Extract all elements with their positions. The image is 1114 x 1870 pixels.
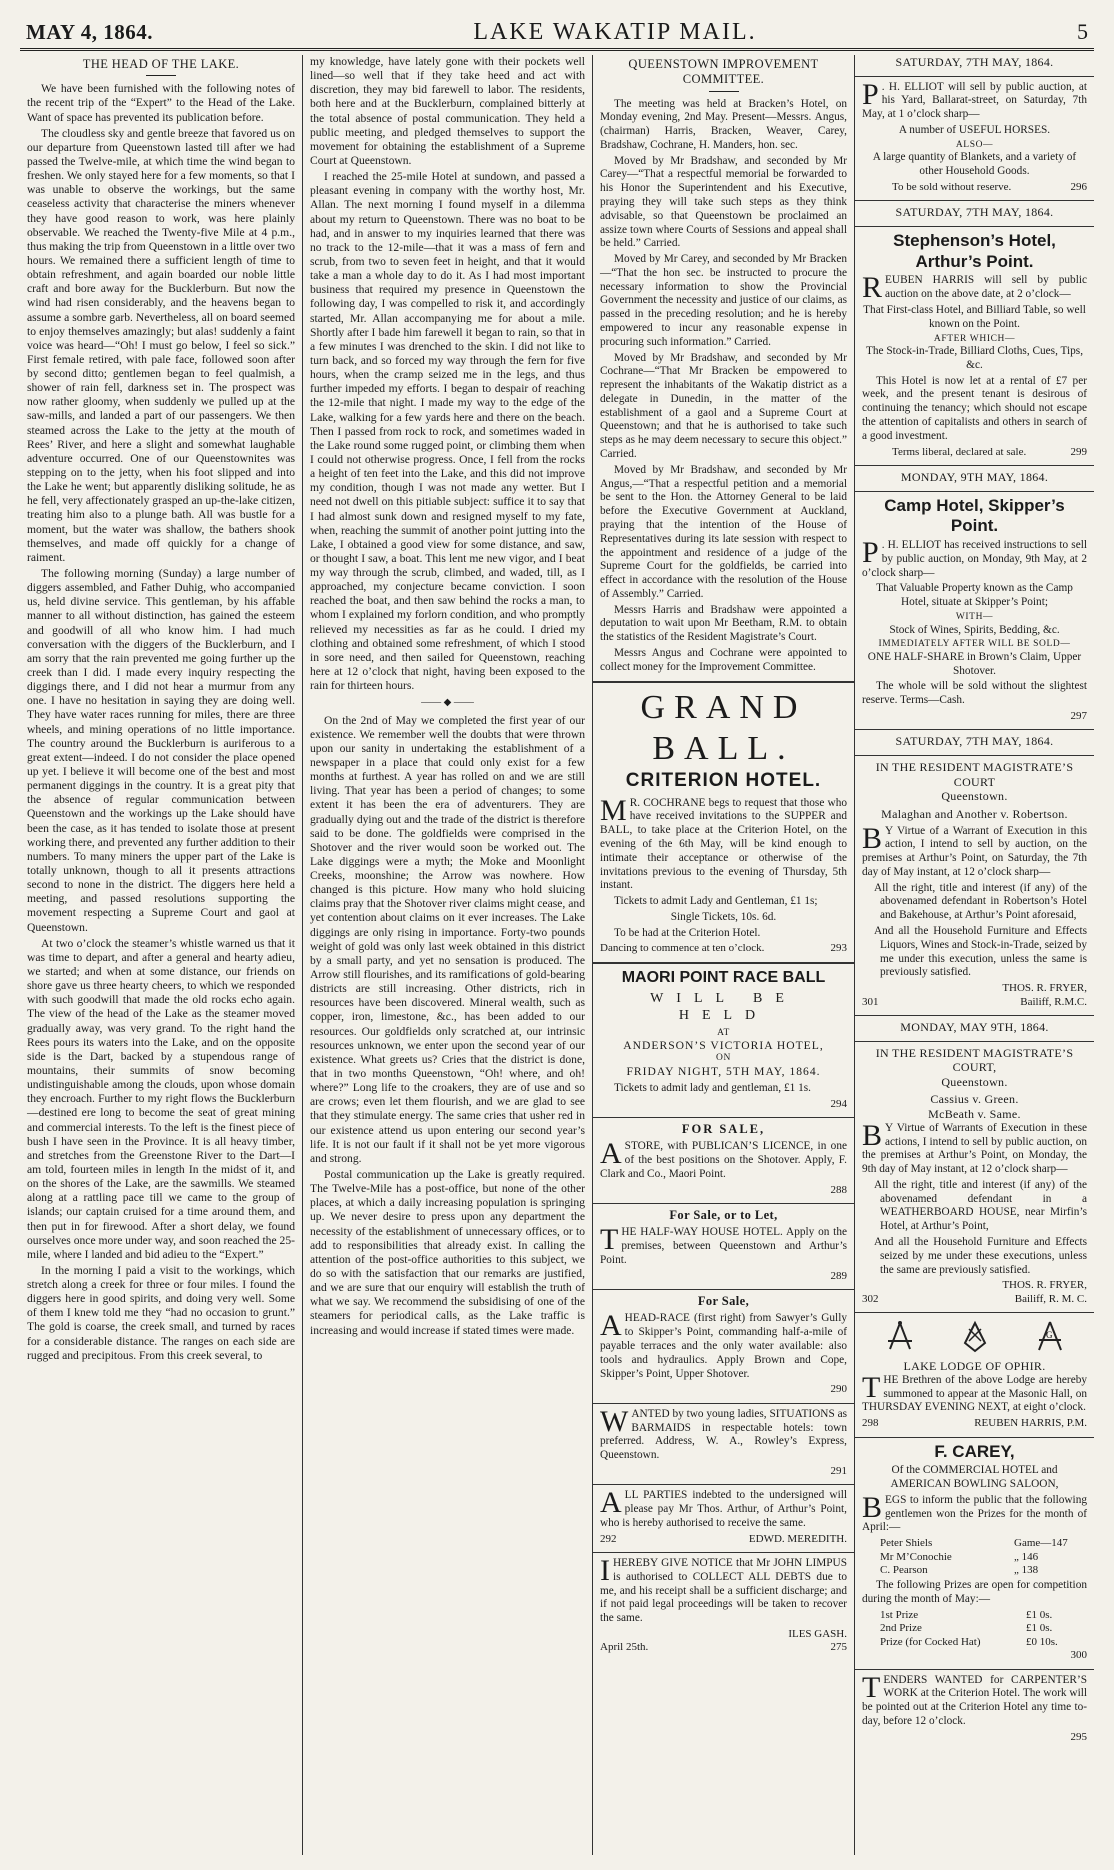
maori-point-ad	[600, 968, 847, 1111]
notice-ad	[600, 1554, 847, 1655]
winners-list	[862, 1537, 1087, 1577]
masonic-emblems	[862, 1319, 1087, 1355]
square-compass-icon	[882, 1319, 918, 1355]
dropcap: A	[600, 1486, 622, 1520]
maori-tickets: Tickets to admit lady and gentleman, £1 1s.	[614, 1081, 811, 1094]
committee-paragraph: Moved by Mr Carey, and seconded by Mr Bracken—“That the hon sec. be instructed to procure the necessary information to show the Provincial Government the necessity and justice of our claims, as passed in the preceding resolution; and he is hereby empowered to incur any reasonable expense in procuring such information.” Carried.	[600, 253, 847, 348]
maori-hotel: ANDERSON’S VICTORIA HOTEL,	[623, 1039, 824, 1053]
carey-bowling-ad	[862, 1442, 1087, 1663]
editorial-paragraph: On the 2nd of May we completed the first year of our existence. We remember well the doubts that were thrown upon our sanity in undertaking the establishment of a newspaper in a place that could only exist for a few months at furthest. A year has rolled on and we are still living. That year has been a period of changes; to some extent it has been the era of adventurers. They are gradually dying out and the trade of the district is therefore said to be done. The goldfields were comprised in the Shotover and the river would soon be worked out. The Lake diggings were a myth; the Moke and Moonlight Creeks, moonshine; the Arrow was nowhere. How changed is this picture. How many who hold sluicing claims pray that the Shotover river claims might cease, and yet contention about claims on it ever increases. The Lake diggings are only rising in importance. Forty-two pounds weight of gold was only last week obtained in this district by a small party, and yet no sensation is produced. The Arrow still flourishes, and its ramifications of gold-bearing districts are still increasing. Other districts, rich in resources have been discovered. Mineral wealth, such as copper, iron, limestone, &c., has been added to our resources. Our goldfields only scratched at, our intrinsic resources unknown, we enter upon the second year of our existence. What greets us? Cries that the district is done, that in two months Queenstown, “Oh! where, and oh! where?” Long life to the croakers, they are of use and so are crows; even let them flourish, and we are glad to see that they stimulate energy. The same cries that usher red in our existence attend us upon entering our second year’s life. It is not our fault if it shall not be yet more vigorous and strong.	[310, 713, 585, 1165]
ad-body: . H. ELLIOT has received instructions to sell by public auction, on Monday, 9th May, at 2 o’clock sharp—	[862, 539, 1087, 579]
for-sale-headrace-ad	[600, 1294, 847, 1397]
winner-name: C. Pearson	[880, 1563, 928, 1576]
for-sale-hotel-ad	[600, 1208, 847, 1283]
ad-body: HE Brethren of the above Lodge are hereby summoned to appear at the Masonic Hall, on THURSDAY EVENING NEXT, at eight o’clock.	[862, 1373, 1087, 1414]
column-1	[20, 55, 302, 1855]
committee-paragraph: Messrs Angus and Cochrane were appointed to collect money for the Improvement Committee.	[600, 646, 847, 673]
article-paragraph: At two o’clock the steamer’s whistle warned us that it was time to depart, and after a general and hearty adieu, we started; and when at some distance, our friends on shore gave us three hearty cheers, to which we responded with such goodwill that made the old rocks echo again. The view of the head of the Lake as the steamer moved gradually away, was very grand. To the right hand the Rees pours its waters into the Lake, and on the opposite side is the Dart, backed by a stupendous range of mountains, their summits of snow becoming undistinguishable among the clouds, upon whose domain they encroach. Further to my right flows the Bucklerburn—destined ere long to become the seat of great mining and commercial interests. To the left is the finest piece of bush I have seen in the Province. It is all heavy timber, and stretches from the Greenstone River to the Dart—I am told, fourteen miles in length In the midst of it, and on the shores of the Lake, are the sawmills. We steamed along at a rattling pace till we came to the group of islands; our captain cruised for a time around them, and then put in for firewood. After a short delay, we found ourselves once more under way, and soon reached the 25-mile, where I landed and bid adieu to the “Expert.”	[27, 936, 295, 1261]
svg-text:G: G	[1045, 1330, 1052, 1341]
ball-tickets: Tickets to admit Lady and Gentleman, £1 1s;	[614, 895, 818, 908]
ad-immediately: IMMEDIATELY AFTER WILL BE SOLD—	[878, 639, 1071, 650]
camp-hotel-ad	[862, 470, 1087, 723]
signatory: ILES GASH.	[788, 1627, 847, 1640]
ad-body: LL PARTIES indebted to the undersigned will please pay Mr Thos. Arthur, of Arthur’s Point, who is hereby authorised to receive the same.	[600, 1489, 847, 1529]
committee-paragraph: Moved by Mr Bradshaw, and seconded by Mr Angus,—“That a respectful petition and a memorial be sent to the Hon. the Attorney General to be laid before the Executive Government at Auckland, praying that the intention of the House of Representatives during its late session with respect to the appointment and residence of a judge of the Supreme Court for the goldfields, be carried into effect in accordance with the resolution of the House of Assembly.” Carried.	[600, 463, 847, 600]
ad-item: All the right, title and interest (if any) of the abovenamed defendant in Robertson’s Hotel and Bakehouse, at Arthur’s Point aforesaid,	[874, 881, 1087, 922]
ad-title: LAKE LODGE OF OPHIR.	[903, 1359, 1046, 1374]
dropcap: P	[862, 536, 879, 570]
ad-number: 290	[830, 1383, 847, 1396]
dropcap: A	[600, 1137, 622, 1171]
signatory: THOS. R. FRYER,	[1002, 1279, 1087, 1292]
masonic-trowel-icon	[957, 1319, 993, 1355]
signatory-role: Bailiff, R.M.C.	[1020, 995, 1087, 1008]
on-label: ON	[716, 1053, 731, 1064]
issue-date: MAY 4, 1864.	[26, 20, 153, 44]
tenders-ad	[862, 1670, 1087, 1745]
ad-number: 289	[830, 1269, 847, 1282]
ad-line: The Stock-in-Trade, Billiard Cloths, Cues, Tips, &c.	[865, 345, 1084, 371]
ad-title: Stephenson’s Hotel, Arthur’s Point.	[893, 230, 1056, 271]
ad-number: 296	[1070, 180, 1087, 193]
ad-body: HEAD-RACE (first right) from Sawyer’s Gully to Skipper’s Point, commanding half-a-mile of payable terraces and the only water available: also tools and hydraulics. Apply Brown and Cope, Skipper’s Point, Upper Shotover.	[600, 1312, 847, 1380]
masthead-rule	[20, 48, 1094, 51]
ad-number: 302	[862, 1292, 879, 1305]
auction-date: MONDAY, MAY 9TH, 1864.	[900, 1019, 1049, 1034]
ad-number: 300	[1070, 1649, 1087, 1662]
ad-body: This Hotel is now let at a rental of £7 per week, and the present tenant is desirous of continuing the tenancy; which should not escape the attention of capitalists and others in search of a good investment.	[862, 374, 1087, 442]
separator-ornament: —— ◆ ——	[421, 697, 474, 709]
editorial-paragraph: Postal communication up the Lake is greatly required. The Twelve-Mile has a post-office, but none of the other places, at which a daily increasing population is springing up. We never desire to press upon any department the necessity of the establishment of unnecessary offices, or to add to responsibilities that already exist. In calling the attention of the post-office authorities to this subject, we do so with the satisfaction that our remarks are justified, and we are sure that our enquiry will establish the truth of what we say. We recommend the subsidising of one of the steamers for periodical calls, as the Lake traffic is increasing and would increase if stated times were made.	[310, 1168, 585, 1337]
auction-date: SATURDAY, 7TH MAY, 1864.	[895, 55, 1054, 69]
ad-with: WITH—	[955, 611, 994, 622]
ball-dancing: Dancing to commence at ten o’clock.	[600, 942, 765, 955]
ad-line: That First-class Hotel, and Billiard Table, so well known on the Point.	[863, 303, 1086, 330]
column-4	[854, 55, 1094, 1855]
article-paragraph: my knowledge, have lately gone with their pockets well lined—so well that if they take heed and act with discretion, they may bid farewell to labor. The residents, both here and at the Bucklerburn, complained bitterly at the total absence of postal communication. They held a public meeting, and pledged themselves to support the movement for obtaining the establishment of a Supreme Court at Queenstown.	[310, 55, 585, 167]
auction-date: SATURDAY, 7TH MAY, 1864.	[895, 734, 1054, 749]
prize-amount: £1 0s.	[1026, 1622, 1053, 1635]
court-sale-robertson-ad	[862, 734, 1087, 1009]
ad-body: Y Virtue of a Warrant of Execution in this action, I intend to sell by auction, on the premises at Arthur’s Point, on Saturday, the 7th day of May instant, at 12 o’clock sharp—	[862, 824, 1087, 878]
parties-ad	[600, 1486, 847, 1546]
ad-number: 301	[862, 995, 879, 1008]
committee-heading: QUEENSTOWN IMPROVEMENT COMMITTEE.	[628, 57, 819, 87]
dropcap: T	[862, 1370, 881, 1404]
ad-subtitle: Of the COMMERCIAL HOTEL and AMERICAN BOWLING SALOON,	[890, 1464, 1059, 1491]
ad-body: HEREBY GIVE NOTICE that Mr JOHN LIMPUS is authorised to COLLECT ALL DEBTS due to me, and his receipt shall be a sufficient discharge; and if not paid legal proceedings will be taken to recover the same.	[600, 1557, 847, 1625]
ball-single-tickets: Single Tickets, 10s. 6d.	[670, 910, 777, 923]
article-paragraph: We have been furnished with the following notes of the recent trip of the “Expert” to the Head of the Lake. Want of space has prevented its publication before.	[27, 82, 295, 124]
ad-body: EGS to inform the public that the following gentlemen won the Prizes for the month of April:—	[862, 1493, 1087, 1534]
winner-name: Peter Shiels	[880, 1537, 933, 1550]
ad-body: . H. ELLIOT will sell by public auction, at his Yard, Ballarat-street, on Saturday, 7th May, at 1 o’clock sharp—	[862, 80, 1087, 121]
prize-amount: £0 10s.	[1026, 1635, 1058, 1648]
ad-number: 298	[862, 1417, 879, 1430]
case-name: McBeath v. Same.	[928, 1107, 1021, 1122]
dropcap: B	[862, 821, 883, 855]
ad-line: Stock of Wines, Spirits, Bedding, &c.	[889, 623, 1060, 636]
ad-line: That Valuable Property known as the Camp Hotel, situate at Skipper’s Point;	[876, 582, 1073, 609]
auction-date: MONDAY, 9TH MAY, 1864.	[900, 469, 1049, 484]
committee-paragraph: Moved by Mr Bradshaw, and seconded by Mr Carey—“That a respectful memorial be forwarded to his Honor the Superintendent and his Executive, praying they will take such steps as they think advisable, so that Queenstown be proclaimed an assize town where Courts of Sessions and appeal shall be held.” Carried.	[600, 154, 847, 250]
ad-also: ALSO—	[955, 139, 994, 150]
ball-body: R. COCHRANE begs to request that those who have received invitations to the SUPPER and BALL, to take place at the Criterion Hotel, on the evening of the 6th May, will be kind enough to intimate their acceptance or otherwise of the invitations previous to the evening of Thursday, 5th instant.	[600, 796, 847, 892]
signatory: EDWD. MEREDITH.	[748, 1532, 847, 1545]
ad-number: 293	[830, 942, 847, 955]
ad-body: ENDERS WANTED for CARPENTER’S WORK at the Criterion Hotel. The work will be pointed out at the Criterion Hotel any time to-day, before 12 o’clock.	[862, 1673, 1087, 1727]
dropcap: B	[862, 1490, 883, 1524]
prizes-list	[862, 1609, 1087, 1649]
signatory: REUBEN HARRIS, P.M.	[974, 1417, 1087, 1430]
ad-number: 288	[830, 1183, 847, 1196]
maori-date: FRIDAY NIGHT, 5TH MAY, 1864.	[626, 1064, 821, 1078]
auction-horses-ad	[862, 55, 1087, 194]
article-paragraph: I reached the 25-mile Hotel at sundown, and passed a pleasant evening in company with the worthy host, Mr. Allan. The next morning I found myself in a dilemma about my return to Queenstown. There was no boat to be had, and in answer to my inquiries learned that there was no track to the 12-mile—that it was a mass of fern and scrub, from two to seven feet in height, and that it would take a man a whole day to do it. As I had most important business that required my presence in Queenstown the following day, I was compelled to risk it, and accordingly started, Mr. Allan accompanying me for about a mile. Shortly after I bade him farewell it began to rain, so that in a few minutes I was drenched to the skin. I did not like to turn back, and so forced my way through the fern for five hours, when the cramp seized me in the legs, and thus further impeded my efforts. I began to despair of reaching the 12-mile that night. I made my way to the edge of the Lake, walking for a few yards here and there on the beach. Then I passed from rock to rock, and sometimes waded in the Lake round some rugged point, or climbing them when I could not otherwise progress. Once, I fell from the rocks a height of ten feet into the Lake, and this did not improve my condition, though I was not made any wetter. But I need not dwell on this pitiable subject: suffice it to say that I had almost sunk down and resigned myself to my fate, when, reaching the summit of another point jutting into the Lake, I obtained a good view for some distance, and saw, or thought I saw, a boat. This lent me new vigor, and I beat my way through the scrub, climbed, and waded, till, as I approached, my conjecture became conviction. I soon reached the boat, and then saw behind the rocks a man, to whom I explained my forlorn condition, and who promptly relieved my necessities as far as he could. I dried my clothing and obtained some refreshment, of which I stood in sore need, and then sailed for Queenstown, reaching here at 12 o’clock that night, having been exposed to the rain for thirteen hours.	[310, 170, 585, 693]
ad-number: 295	[1070, 1730, 1087, 1743]
dropcap: T	[862, 1670, 881, 1704]
signatory: THOS. R. FRYER,	[1002, 982, 1087, 995]
ad-line: ONE HALF-SHARE in Brown’s Claim, Upper Shotover.	[867, 650, 1082, 677]
winner-name: Mr M’Conochie	[880, 1550, 952, 1563]
for-sale-store-ad	[600, 1122, 847, 1197]
ad-item: And all the Household Furniture and Effects seized by me under these executions, unless the same are previously satisfied.	[874, 1235, 1087, 1276]
heading-dash	[709, 91, 739, 92]
column-2	[302, 55, 592, 1855]
article-paragraph: The cloudless sky and gentle breeze that favored us on our departure from Queenstown lasted till after we had passed the Twelve-mile, at which time the wind began to freshen. We only stayed here for a few moments, so that I was unable to observe the workings, but the same ceaseless activity that characterise the miners whenever they have good reason to work, was here plainly observable. We reached the Twenty-five Mile at 4 p.m., thus making the trip from Queenstown in a little over two hours. We remained there a sufficient length of time to obtain refreshment, and again boarded our noble little craft and bore away for the Bucklerburn. But now the wind had risen considerably, and the heavens began to assume a sombre garb. Nevertheless, all on board seemed to enjoy themselves amazingly; but alas! suddenly a faint voice was heard—“Oh! I must go below, I feel so sick.” First female retired, with pale face, followed soon after by second ditto; gentlemen began to feel qualmish, a shower of rain fell, darkness set in. The prospect was now rather gloomy, when suddenly we pulled up at the saw-mills, and landed a part of our passengers. We then steamed across the Lake to the jetty at the mouth of Rees’ River, and here a slight and somewhat laughable adventure occurred. One of our Queenstownites was stepping on to the jetty, when his foot slipped and into the Lake he went; but apparently disliking solitude, he as he fell, very affectionately grasped an up-the-lake citizen, treating him also to a plunge bath. All was bustle for a moment, but the water was shallow, the bathers shook themselves, and made off quickly for a change of raiment.	[27, 126, 295, 564]
ad-body: The following Prizes are open for competition during the month of May:—	[862, 1579, 1087, 1606]
ad-number: 294	[830, 1097, 847, 1110]
compass-emblem-icon	[1032, 1319, 1068, 1355]
grand-ball-ad	[600, 687, 847, 956]
article-heading: THE HEAD OF THE LAKE.	[82, 57, 240, 71]
court-name: IN THE RESIDENT MAGISTRATE’S COURT	[875, 760, 1074, 789]
article-paragraph: In the morning I paid a visit to the workings, which stretch along a creek for three or four miles. I found the diggers here in good spirits, and doing very well. Some of them I knew told me they “had no occasion to grunt.” The gold is coarse, the creek small, and turned by races for a considerable distance. The ranges on each side are rugged and precipitous. From this creek several, to	[27, 1263, 295, 1362]
ad-number: 292	[600, 1532, 617, 1545]
maori-ball-title: MAORI POINT RACE BALL	[621, 968, 826, 986]
ad-title: Camp Hotel, Skipper’s Point.	[884, 495, 1065, 536]
winner-score: Game—147	[1014, 1537, 1068, 1550]
masthead	[20, 18, 1094, 46]
page-number: 5	[1076, 19, 1088, 44]
case-name: Malaghan and Another v. Robertson.	[881, 806, 1068, 821]
ad-title: FOR SALE,	[681, 1122, 766, 1137]
ad-body: EUBEN HARRIS will sell by public auction on the above date, at 2 o’clock—	[885, 274, 1087, 301]
will-be-held: WILL BE HELD	[650, 991, 797, 1024]
committee-paragraph: Messrs Harris and Bradshaw were appointed a deputation to wait upon Mr Beetham, R.M. to obtain the statistics of the Resident Magistrate’s Court.	[600, 603, 847, 644]
court-name: IN THE RESIDENT MAGISTRATE’S COURT,	[875, 1045, 1074, 1075]
ad-line: The whole will be sold without the slightest reserve. Terms—Cash.	[862, 680, 1087, 707]
winner-score: „ 146	[1014, 1550, 1039, 1563]
article-paragraph: The following morning (Sunday) a large number of diggers assembled, and Father Duhig, who accompanied us, held divine service. This gentleman, by his affable manner to all without distinction, has gained the esteem and goodwill of all who know him. I had much conversation with the diggers of the Bucklerburn, and I am sorry that the rain prevented me going further up the creek than I did. I made every inquiry respecting the diggings there, and I did not hear a murmur from any one. I have no hesitation in saying they are doing well. They have water races running for miles, there are three wheels, and mining operations of no little importance. The country around the Bucklerburn is auriferous to a great extent—indeed. I do not consider the place opened up yet. I believe it will become one of the best and most permanent diggings in the country. It is a great pity that the absence of regular communication between Queenstown and the workings up the Lake should have been the case, as it has tended to isolate those at present working there, and prevented any further addition to their numbers. To many miners the upper part of the Lake is totally unknown, though to all it presents attractions second to none in the district. The diggers here held a meeting, and passed resolutions supporting the movement respecting a Supreme Court and gaol at Queenstown.	[27, 567, 295, 934]
ad-item: And all the Household Furniture and Effects Liquors, Wines and Stock-in-Trade, seized by me under this execution, unless the same is previously satisfied.	[874, 925, 1087, 979]
committee-paragraph: The meeting was held at Bracken’s Hotel, on Monday evening, 2nd May. Present—Messrs. Angus, (chairman) Harris, Bracken, Weaver, Carey, Bradshaw, Cochrane, H. Manders, hon. sec.	[600, 97, 847, 151]
court-place: Queenstown.	[941, 789, 1008, 804]
dropcap: M	[600, 793, 627, 827]
ad-title: For Sale,	[697, 1294, 750, 1309]
ad-title: F. CAREY,	[934, 1441, 1015, 1461]
court-place: Queenstown.	[941, 1074, 1008, 1089]
signatory-role: Bailiff, R. M. C.	[1014, 1292, 1087, 1305]
ad-line: A large quantity of Blankets, and a variety of other Household Goods.	[872, 151, 1077, 178]
ad-number: 299	[1070, 445, 1087, 458]
ad-number: 291	[830, 1464, 847, 1477]
prize-amount: £1 0s.	[1026, 1608, 1053, 1621]
column-3	[592, 55, 854, 1855]
stephensons-hotel-ad	[862, 205, 1087, 459]
auction-date: SATURDAY, 7TH MAY, 1864.	[895, 205, 1054, 220]
prize-name: 1st Prize	[880, 1608, 919, 1621]
court-sale-cassius-ad	[862, 1020, 1087, 1306]
winner-score: „ 138	[1014, 1563, 1039, 1576]
ad-line: A number of USEFUL HORSES.	[898, 123, 1051, 136]
ad-body: HE HALF-WAY HOUSE HOTEL. Apply on the premises, between Queenstown and Arthur’s Point.	[600, 1226, 847, 1266]
committee-paragraph: Moved by Mr Bradshaw, and seconded by Mr Cochrane—“That Mr Bracken be empowered to represent the inhabitants of the Wakatip district as a delegate in Dunedin, in the matter of the establishment of a gaol and a Supreme Court at Queenstown; and that he is authorised to take such steps as he may deem necessary to secure this object.” Carried.	[600, 351, 847, 461]
dropcap: I	[600, 1554, 610, 1587]
heading-dash	[146, 75, 176, 76]
wanted-ad	[600, 1404, 847, 1479]
ad-title: For Sale, or to Let,	[669, 1208, 778, 1223]
ad-terms: Terms liberal, declared at sale.	[892, 445, 1027, 458]
at-label: AT	[717, 1027, 730, 1038]
newspaper-title: LAKE WAKATIP MAIL.	[473, 19, 757, 45]
ad-terms: To be sold without reserve.	[892, 180, 1012, 193]
dropcap: W	[600, 1404, 629, 1438]
ad-item: All the right, title and interest (if any) of the abovenamed defendant in a WEATHERBOARD HOUSE, near Mirfin’s Hotel, at Arthur’s Point,	[874, 1178, 1087, 1233]
case-name: Cassius v. Green.	[930, 1092, 1019, 1107]
prize-name: 2nd Prize	[880, 1622, 922, 1635]
notice-date: April 25th.	[600, 1641, 649, 1654]
ad-number: 297	[1070, 710, 1087, 723]
dropcap: R	[862, 271, 883, 305]
ball-where: To be had at the Criterion Hotel.	[614, 926, 761, 939]
ad-number: 275	[830, 1641, 847, 1654]
grand-ball-title: GRAND BALL.	[640, 688, 807, 767]
ad-body: ANTED by two young ladies, SITUATIONS as BARMAIDS in respectable hotels: town preferred. Address, W. A., Rowley’s Express, Queenstown.	[600, 1407, 847, 1462]
dropcap: B	[862, 1118, 883, 1152]
ad-body: STORE, with PUBLICAN’S LICENCE, in one of the best positions on the Shotover. Apply, F. Clark and Co., Maori Point.	[600, 1140, 847, 1180]
ad-body: Y Virtue of Warrants of Execution in these actions, I intend to sell by public auction, on the premises at Arthur’s Point, on Monday, the 9th day of May instant, at 12 o’clock sharp—	[862, 1121, 1087, 1176]
dropcap: T	[600, 1223, 619, 1257]
ad-after: AFTER WHICH—	[933, 333, 1016, 344]
lake-lodge-ad	[862, 1319, 1087, 1430]
ball-venue: CRITERION HOTEL.	[625, 770, 822, 792]
dropcap: P	[862, 77, 879, 111]
prize-name: Prize (for Cocked Hat)	[880, 1635, 981, 1648]
dropcap: A	[600, 1309, 622, 1343]
